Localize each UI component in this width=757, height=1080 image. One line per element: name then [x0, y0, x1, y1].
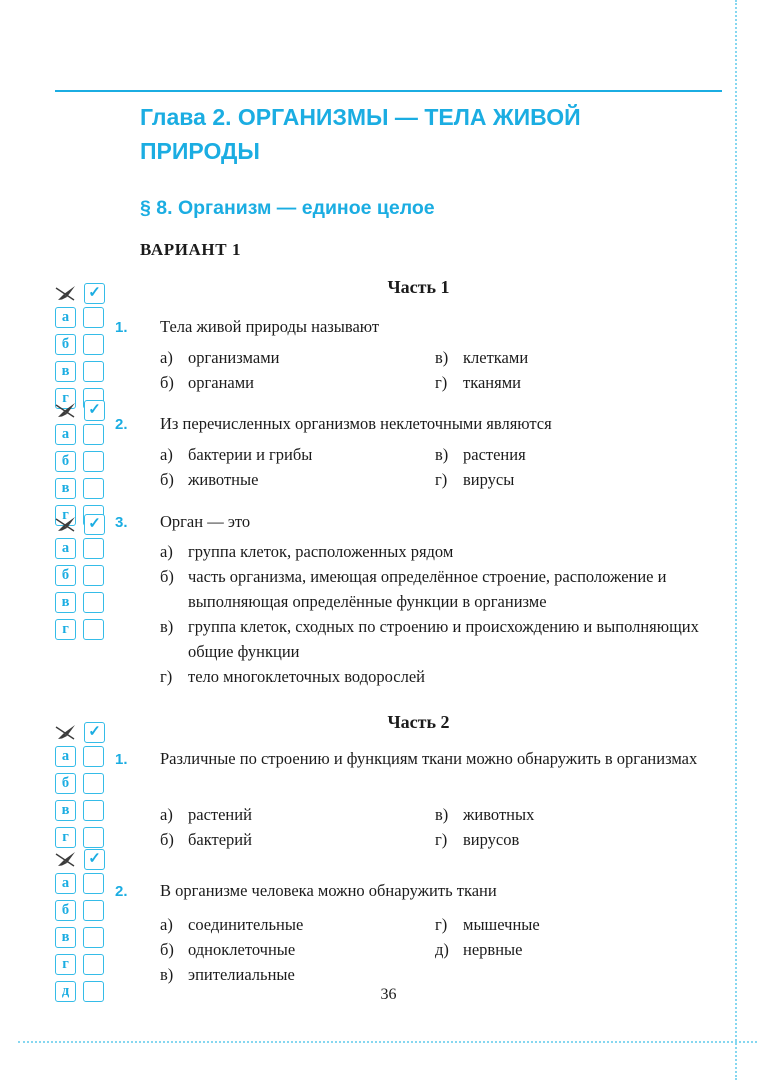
- option-g: [435, 912, 710, 937]
- letter-box-a: а: [55, 746, 76, 767]
- option-label: г): [435, 470, 448, 489]
- section-title: § 8. Организм — единое целое: [140, 197, 435, 219]
- pen-icon: [55, 722, 77, 743]
- letter-box-v: в: [55, 361, 76, 382]
- letter-box-b: б: [55, 451, 76, 472]
- letter-box-b: б: [55, 334, 76, 355]
- question-number: 1.: [115, 319, 128, 336]
- option-label: в): [435, 805, 449, 824]
- letter-box-g: г: [55, 827, 76, 848]
- page-number: 36: [380, 986, 397, 1003]
- option-g: [160, 664, 725, 689]
- question-p1-q1: [115, 314, 725, 339]
- question-p1-q3: [115, 509, 725, 534]
- answer-checkbox-a[interactable]: [83, 746, 104, 767]
- option-label: а): [160, 805, 173, 824]
- option-a: [160, 802, 435, 827]
- option-label: д): [435, 940, 449, 959]
- option-g: [435, 827, 710, 852]
- letter-box-d: д: [55, 981, 76, 1002]
- option-text: группа клеток, сходных по строению и происхождению и выполняющих общие функции: [188, 617, 699, 661]
- option-text: одноклеточные: [188, 940, 296, 959]
- answer-checkbox-checked[interactable]: ✓: [84, 514, 105, 535]
- pen-icon: [55, 514, 77, 535]
- option-text: группа клеток, расположенных рядом: [188, 542, 454, 561]
- question-p2-q1: [115, 746, 725, 771]
- letter-box-b: б: [55, 773, 76, 794]
- options-p2-q2: [160, 912, 725, 987]
- option-text: организмами: [188, 348, 280, 367]
- answer-checkbox-a[interactable]: [83, 307, 104, 328]
- option-text: вирусов: [463, 830, 520, 849]
- letter-box-v: в: [55, 927, 76, 948]
- question-text: Орган — это: [160, 512, 251, 531]
- option-a: [160, 912, 435, 937]
- option-text: тканями: [463, 373, 521, 392]
- pen-icon: [55, 849, 77, 870]
- option-text: растений: [188, 805, 252, 824]
- letter-box-g: г: [55, 619, 76, 640]
- answer-block-1: [55, 283, 109, 415]
- option-label: б): [160, 567, 174, 586]
- option-text: животные: [188, 470, 259, 489]
- option-a: [160, 442, 435, 467]
- answer-checkbox-checked[interactable]: ✓: [84, 400, 105, 421]
- letter-box-v: в: [55, 800, 76, 821]
- question-text: В организме человека можно обнаружить ткани: [160, 881, 497, 900]
- part-2-title: Часть 2: [387, 712, 450, 732]
- option-v: [160, 614, 725, 664]
- option-d: [435, 937, 710, 962]
- pen-icon: [55, 400, 77, 421]
- answer-block-5: [55, 849, 109, 1008]
- question-number: 3.: [115, 514, 128, 531]
- pen-icon: [55, 283, 77, 304]
- letter-box-a: а: [55, 307, 76, 328]
- letter-box-a: а: [55, 873, 76, 894]
- option-text: клетками: [463, 348, 529, 367]
- option-label: а): [160, 445, 173, 464]
- answer-checkbox-b[interactable]: [83, 900, 104, 921]
- option-text: тело многоклеточных водорослей: [188, 667, 425, 686]
- option-label: а): [160, 348, 173, 367]
- option-b: [160, 370, 435, 395]
- answer-checkbox-checked[interactable]: ✓: [84, 283, 105, 304]
- answer-checkbox-checked[interactable]: ✓: [84, 849, 105, 870]
- option-label: б): [160, 373, 174, 392]
- option-label: г): [435, 373, 448, 392]
- answer-checkbox-v[interactable]: [83, 592, 104, 613]
- question-p1-q2: [115, 411, 725, 436]
- answer-checkbox-checked[interactable]: ✓: [84, 722, 105, 743]
- trim-line-right: [735, 0, 737, 1080]
- option-v: [160, 962, 435, 987]
- letter-box-v: в: [55, 592, 76, 613]
- option-b: [160, 467, 435, 492]
- option-v: [435, 442, 710, 467]
- question-text: Тела живой природы называют: [160, 317, 380, 336]
- answer-checkbox-v[interactable]: [83, 800, 104, 821]
- answer-block-3: [55, 514, 109, 646]
- option-label: б): [160, 470, 174, 489]
- options-p2-q1: [160, 802, 725, 852]
- question-p2-q2: [115, 878, 725, 903]
- option-text: бактерии и грибы: [188, 445, 313, 464]
- letter-box-v: в: [55, 478, 76, 499]
- option-label: в): [435, 445, 449, 464]
- question-number: 1.: [115, 751, 128, 768]
- answer-checkbox-b[interactable]: [83, 334, 104, 355]
- option-b: [160, 827, 435, 852]
- header-rule: [55, 90, 722, 92]
- answer-checkbox-a[interactable]: [83, 873, 104, 894]
- answer-checkbox-g[interactable]: [83, 827, 104, 848]
- answer-block-2: [55, 400, 109, 532]
- option-text: соединительные: [188, 915, 304, 934]
- option-text: эпителиальные: [188, 965, 295, 984]
- option-label: в): [160, 617, 174, 636]
- letter-box-a: а: [55, 424, 76, 445]
- option-text: растения: [463, 445, 526, 464]
- answer-checkbox-v[interactable]: [83, 927, 104, 948]
- option-label: а): [160, 542, 173, 561]
- option-text: мышечные: [463, 915, 540, 934]
- answer-block-4: [55, 722, 109, 854]
- option-text: бактерий: [188, 830, 252, 849]
- trim-line-bottom: [18, 1041, 757, 1043]
- option-text: органами: [188, 373, 255, 392]
- letter-box-g: г: [55, 505, 76, 526]
- chapter-title: Глава 2. ОРГАНИЗМЫ — ТЕЛА ЖИВОЙ ПРИРОДЫ: [140, 104, 581, 164]
- option-v: [435, 345, 710, 370]
- option-text: вирусы: [463, 470, 515, 489]
- option-label: б): [160, 940, 174, 959]
- letter-box-b: б: [55, 565, 76, 586]
- letter-box-g: г: [55, 954, 76, 975]
- answer-checkbox-g[interactable]: [83, 954, 104, 975]
- option-v: [435, 802, 710, 827]
- option-g: [435, 467, 710, 492]
- option-label: а): [160, 915, 173, 934]
- question-text: Различные по строению и функциям ткани можно обнаружить в организмах: [160, 749, 698, 768]
- answer-checkbox-g[interactable]: [83, 619, 104, 640]
- option-text: животных: [463, 805, 535, 824]
- question-number: 2.: [115, 416, 128, 433]
- variant-label: ВАРИАНТ 1: [140, 240, 242, 259]
- answer-checkbox-b[interactable]: [83, 565, 104, 586]
- letter-box-g: г: [55, 388, 76, 409]
- option-b: [160, 937, 435, 962]
- option-text: часть организма, имеющая определённое строение, расположение и выполняющая определённые функции в организме: [188, 567, 667, 611]
- option-label: в): [160, 965, 174, 984]
- question-number: 2.: [115, 883, 128, 900]
- question-text: Из перечисленных организмов неклеточными являются: [160, 414, 552, 433]
- option-label: б): [160, 830, 174, 849]
- option-label: г): [435, 915, 448, 934]
- option-text: нервные: [463, 940, 523, 959]
- answer-checkbox-b[interactable]: [83, 451, 104, 472]
- option-g: [435, 370, 710, 395]
- letter-box-a: а: [55, 538, 76, 559]
- answer-checkbox-v[interactable]: [83, 478, 104, 499]
- options-p1-q3: [160, 539, 725, 689]
- answer-checkbox-a[interactable]: [83, 424, 104, 445]
- option-a: [160, 345, 435, 370]
- part-1-title: Часть 1: [387, 277, 450, 297]
- letter-box-b: б: [55, 900, 76, 921]
- option-b: [160, 564, 725, 614]
- answer-checkbox-b[interactable]: [83, 773, 104, 794]
- options-p1-q2: [160, 442, 725, 492]
- answer-checkbox-v[interactable]: [83, 361, 104, 382]
- option-a: [160, 539, 725, 564]
- option-label: г): [435, 830, 448, 849]
- option-label: г): [160, 667, 173, 686]
- option-label: в): [435, 348, 449, 367]
- options-p1-q1: [160, 345, 725, 395]
- answer-checkbox-a[interactable]: [83, 538, 104, 559]
